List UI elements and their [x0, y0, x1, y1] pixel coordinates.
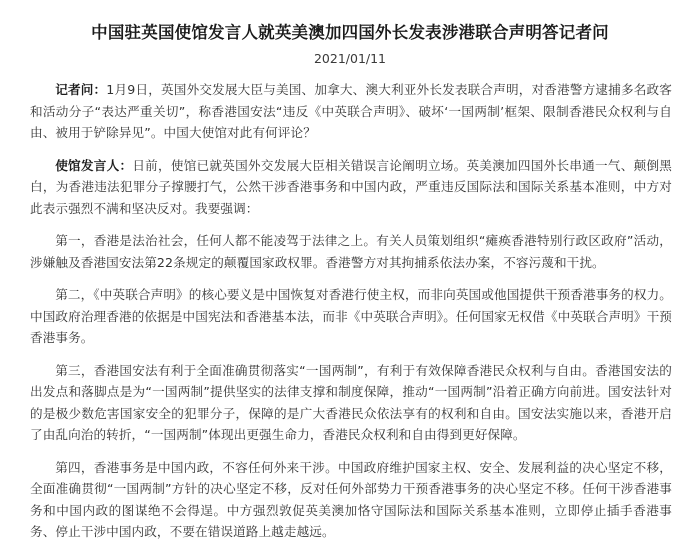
- article-header: [0, 0, 700, 67]
- page-title: 中国驻英国使馆发言人就英美澳加四国外长发表涉港联合声明答记者问: [91, 23, 609, 42]
- point-1-text: 第一，香港是法治社会，任何人都不能凌驾于法律之上。有关人员策划组织“瘫痪香港特别行政区政府”活动，涉嫌触及香港国安法第22条规定的颠覆国家政权罪。香港警方对其拘捕系依法办案，不容污蔑和干扰。: [30, 233, 672, 270]
- paragraph-point-4: [30, 457, 672, 543]
- article-body: [30, 79, 672, 543]
- publish-date: 2021/01/11: [313, 51, 387, 66]
- point-3-text: 第三，香港国安法有利于全面准确贯彻落实“一国两制”，有利于有效保障香港民众权利与自由。香港国安法的出发点和落脚点是为“一国两制”提供坚实的法律支撑和制度保障，推动“一国两制”沿着正确方向前进。国安法针对的是极少数危害国家安全的犯罪分子，保障的是广大香港民众依法享有的权利和自由。国安法实施以来，香港开启了由乱向治的转折，“一国两制”体现出更强生命力，香港民众权利和自由得到更好保障。: [30, 362, 672, 442]
- paragraph-point-3: [30, 360, 672, 446]
- answer-intro-text: 日前，使馆已就英国外交发展大臣相关错误言论阐明立场。英美澳加四国外长串通一气、颠倒黑白，为香港违法犯罪分子撑腰打气，公然干涉香港事务和中国内政，严重违反国际法和国际关系基本准则，中方对此表示强烈不满和坚决反对。我要强调：: [30, 157, 672, 216]
- question-text: 1月9日，英国外交发展大臣与美国、加拿大、澳大利亚外长发表联合声明，对香港警方逮捕多名政客和活动分子“表达严重关切”，称香港国安法“违反《中英联合声明》、破坏‘一国两制’框架、限制香港民众权利与自由、被用于铲除异见”。中国大使馆对此有何评论？: [30, 82, 672, 140]
- point-2-text: 第二，《中英联合声明》的核心要义是中国恢复对香港行使主权，而非向英国或他国提供干预香港事务的权力。中国政府治理香港的依据是中国宪法和香港基本法，而非《中英联合声明》。任何国家无权借《中英联合声明》干预香港事务。: [30, 287, 672, 345]
- point-4-text: 第四，香港事务是中国内政，不容任何外来干涉。中国政府维护国家主权、安全、发展利益的决心坚定不移，全面准确贯彻“一国两制”方针的决心坚定不移，反对任何外部势力干预香港事务的决心坚定不移。任何干涉香港事务和中国内政的图谋绝不会得逞。中方强烈敦促英美澳加恪守国际法和国际关系基本准则，立即停止插手香港事务、停止干涉中国内政，不要在错误道路上越走越远。: [30, 459, 672, 539]
- question-label: 记者问：: [55, 82, 107, 97]
- paragraph-answer-intro: [30, 155, 672, 220]
- paragraph-question: [30, 79, 672, 144]
- spokesperson-label: 使馆发言人：: [55, 157, 133, 173]
- paragraph-point-2: [30, 284, 672, 349]
- paragraph-point-1: [30, 230, 672, 273]
